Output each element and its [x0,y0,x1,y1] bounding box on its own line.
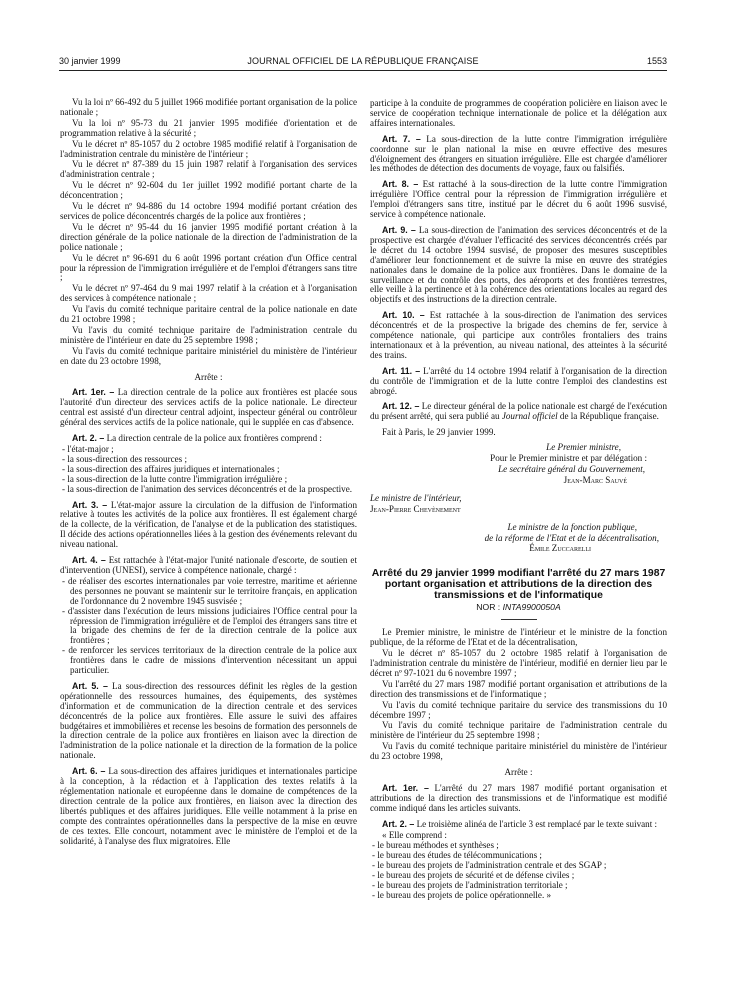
intro: Le Premier ministre, le ministre de l'intérieur et le ministre de la fonction publique, de la réforme de l'Etat et de la décentralisation, [370,627,667,648]
list-item: - la sous-direction des ressources ; [60,455,357,465]
visa-item: Vu l'arrêté du 27 mars 1987 modifié portant organisation et attributions de la direction des transmissions et de l'informatique ; [370,678,667,699]
article-4-list [60,577,357,676]
article-4 [60,556,357,576]
list-item: - le bureau des projets de l'administration territoriale ; [370,881,667,891]
fait-line: Fait à Paris, le 29 janvier 1999. [382,427,496,438]
article-9 [370,226,667,305]
article-6-continued: participe à la conduite de programmes de coopération policière en liaison avec le service de coopération technique internationale de police et la délégation aux affaires internationales. [370,98,667,128]
signature-role: Le ministre de la fonction publique, [507,521,637,532]
signature-role: de la réforme de l'Etat et de la décentralisation, [484,532,659,543]
left-column [60,98,357,847]
article-8 [370,180,667,220]
b-article-1 [370,784,667,814]
list-item: - la sous-direction de l'animation des services déconcentrés et de la prospective. [60,485,357,495]
article-label: Art. 6. – [72,766,106,777]
article-label: Art. 2. – [382,818,415,829]
article-label: Art. 9. – [382,224,416,235]
list-item: - d'assister dans l'exécution de leurs missions judiciaires l'Office central pour la répression de l'immigration irrégulière et de l'emploi des étrangers sans titre et la brigade des chemins de fer de la direction centrale de la police aux frontières ; [60,607,357,647]
visa-item: Vu l'avis du comité technique paritaire de l'administration centrale du ministère de l'intérieur en date du 25 septembre 1998 ; [60,324,357,345]
visa-item: Vu le décret nº 85-1057 du 2 octobre 1985 relatif à l'organisation de l'administration centrale du ministère de l'intérieur, modifié en dernier lieu par le décret nº 97-1021 du 6 novembre 1997 ; [370,648,667,678]
visa-item: Vu la loi nº 66-492 du 5 juillet 1966 modifiée portant organisation de la police nationale ; [60,97,357,117]
article-2 [60,434,357,444]
visa-item: Vu le décret nº 87-389 du 15 juin 1987 relatif à l'organisation des services d'administration centrale ; [60,159,357,180]
nor-reference: NOR : INTA9900050A [476,602,561,613]
nor-value: INTA9900050A [502,602,561,613]
article-label: Art. 1er. – [72,387,115,398]
article-label: Art. 7. – [382,133,421,144]
article-text: La sous-direction des affaires juridiques et internationales participe à la conception, à la rédaction et à l'application des textes relatifs à la réglementation nationale et européenne dans le domaine de compétences de la direction centrale de la police aux frontières, en liaison avec la direction des libertés publiques et des affaires juridiques. Elle veille notamment à la prise en compte des contraintes opérationnelles dans la perspective de la mise en œuvre de ces textes. Elle concourt, notamment avec le ministère de l'emploi et de la solidarité, à l'analyse des flux migratoires. Elle [60,766,357,846]
article-text: La sous-direction de l'animation des services déconcentrés et de la prospective est chargée d'évaluer l'efficacité des services déconcentrés créés par le décret du 14 octobre 1994 susvisé, de proposer des mesures susceptibles d'améliorer leur fonctionnement et de suivre la mise en œuvre des stratégies nationales dans le domaine de la police aux frontières. Dans le domaine de la surveillance et du contrôle des ports, des aéroports et des frontières terrestres, elle veille à la pertinence et à la cohérence des orientations locales au regard des objectifs et des instructions de la direction centrale. [370,224,667,305]
arrete-heading: Arrête : [194,371,223,382]
article-label: Art. 11. – [382,365,421,376]
arrete-heading-2: Arrête : [504,767,533,778]
article-6 [60,767,357,846]
article-label: Art. 12. – [382,401,420,412]
article-label: Art. 10. – [382,310,425,321]
signature-role: Le secrétaire général du Gouvernement, [498,464,645,474]
article-12 [370,402,667,422]
article-label: Art. 2. – [72,433,105,444]
header-date: 30 janvier 1999 [59,56,121,66]
article-text: Le troisième alinéa de l'article 3 est remplacé par le texte suivant : [416,818,658,829]
header-title: JOURNAL OFFICIEL DE LA RÉPUBLIQUE FRANÇAISE [247,56,479,66]
signature-name: Jean-Pierre Chevènement [370,503,461,514]
article-text: La direction centrale de la police aux frontières comprend : [106,433,322,444]
article-text: La direction centrale de la police aux frontières est placée sous l'autorité d'un directeur des services actifs de la police nationale. Le directeur central est assisté d'un directeur central adjoint, inspecteur général ou contrôleur général des services actifs de la police nationale, qui le supplée en cas d'absence. [60,387,357,428]
right-column [370,99,667,902]
signature-title: Le Premier ministre, [546,442,621,453]
list-item: - la sous-direction de la lutte contre l'immigration irrégulière ; [60,475,357,485]
article-3 [60,501,357,551]
signature-block-1 [370,443,667,486]
visa-item: Vu le décret nº 92-604 du 1er juillet 1992 modifié portant charte de la déconcentration ; [60,180,357,201]
visa-item: Vu la loi nº 95-73 du 21 janvier 1995 modifiée d'orientation et de programmation relative à la sécurité ; [60,117,357,138]
article-text: L'état-major assure la circulation de la diffusion de l'information relative à toutes les activités de la police aux frontières. Il est également chargé de la collecte, de la vérification, de l'analyse et de la publication des statistiques. Il décide des actions opérationnelles liées à la gestion des événements relevant du niveau national. [60,499,357,550]
list-item: - la sous-direction des affaires juridiques et internationales ; [60,465,357,475]
signature-block-3 [370,523,667,555]
article-text: La sous-direction de la lutte contre l'immigration irrégulière coordonne sur le plan national la mise en œuvre effective des mesures d'éloignement des étrangers en situation irrégulière. Elle est chargée d'améliorer les méthodes de détection des documents de voyage, faux ou falsifiés. [370,133,667,174]
article-7 [370,135,667,175]
visa-item: Vu l'avis du comité technique paritaire de l'administration centrale du ministère de l'intérieur du 25 septembre 1998 ; [370,720,667,741]
article-11 [370,367,667,397]
visa-item: Vu le décret nº 96-691 du 6 août 1996 portant création d'un Office central pour la répression de l'immigration irrégulière et de l'emploi d'étrangers sans titre ; [60,252,357,283]
article-text: de la République française. [557,411,659,422]
divider [501,619,537,620]
visa-list-2 [370,649,667,762]
list-item: - de renforcer les services territoriaux de la direction centrale de la police aux frontières dans le cadre de missions d'intervention nécessitant un appui particulier. [60,646,357,676]
list-item: - le bureau des études de télécommunications ; [370,851,667,861]
signature-role: Le ministre de l'intérieur, [370,492,462,503]
article-text: Est rattachée à l'état-major l'unité nationale d'escorte, de soutien et d'intervention (UNESI), service à compétence nationale, chargé : [60,555,357,575]
list-item: - le bureau des projets de police opérationnelle. » [370,891,667,901]
signature-name: Émile Zuccarelli [529,543,591,554]
article-label: Art. 5. – [72,680,108,691]
article-label: Art. 4. – [72,555,106,566]
article-label: Art. 3. – [72,499,108,510]
signature-delegation: Pour le Premier ministre et par délégation : [490,453,647,464]
article-label: Art. 1er. – [382,782,429,793]
article-text: L'arrêté du 14 octobre 1994 relatif à l'organisation de la direction du contrôle de l'immigration et de la lutte contre l'emploi des clandestins est abrogé. [370,365,667,396]
article-text: L'arrêté du 27 mars 1987 modifié portant organisation et attributions de la direction des transmissions et de l'informatique est modifié comme indiqué dans les articles suivants. [370,782,667,813]
visa-item: Vu l'avis du comité technique paritaire du service des transmissions du 10 décembre 1997 ; [370,699,667,720]
header-rule [59,70,667,71]
header-page-number: 1553 [646,56,667,66]
article-label: Art. 8. – [382,179,419,190]
article-text: La sous-direction des ressources définit les règles de la gestion opérationnelle des ressources humaines, des équipements, des systèmes d'information et de communication de la direction centrale et des services déconcentrés de la police aux frontières. Elle assure le suivi des affaires budgétaires et immobilières et recense les besoins de formation des personnels de la direction centrale de la police aux frontières en liaison avec la direction de l'administration de la police nationale et la direction de la formation de la police nationale. [60,680,357,761]
quote-open: « Elle comprend : [382,829,447,840]
signature-name: Jean-Marc Sauvé [563,474,627,485]
article-text: Est rattachée à la sous-direction de l'animation des services déconcentrés et de la prospective la brigade des chemins de fer, service à compétence nationale, qui participe aux contrôles frontaliers des trains internationaux et à la prévention, au niveau national, des atteintes à la sécurité des trains. [370,310,667,360]
visa-item: Vu le décret nº 95-44 du 16 janvier 1995 modifié portant création à la direction générale de la police nationale de la direction de l'administration de la police nationale ; [60,221,357,252]
visa-list [60,98,357,367]
b-article-2-list [370,841,667,900]
visa-item: Vu le décret nº 97-464 du 9 mai 1997 relatif à la création et à l'organisation des services à compétence nationale ; [60,283,357,304]
list-item: - l'état-major ; [60,445,357,455]
article-5 [60,682,357,761]
signature-block-2 [370,494,667,515]
article-1 [60,388,357,428]
visa-item: Vu le décret nº 85-1057 du 2 octobre 1985 modifié relatif à l'organisation de l'administration centrale du ministère de l'intérieur ; [60,138,357,159]
page-header [59,56,667,70]
list-item: - de réaliser des escortes internationales par voie terrestre, maritime et aérienne des personnes ne pouvant se maintenir sur le territoire français, en application de l'ordonnance du 2 novembre 1945 susvisée ; [60,577,357,607]
visa-item: Vu l'avis du comité technique paritaire ministériel du ministère de l'intérieur du 23 octobre 1998, [370,741,667,762]
article-2-list [60,445,357,495]
article-10 [370,311,667,361]
b-article-2 [370,820,667,830]
visa-item: Vu le décret nº 94-886 du 14 octobre 1994 modifié portant création des services de police déconcentrés chargés de la police aux frontières ; [60,201,357,221]
visa-item: Vu l'avis du comité technique paritaire ministériel du ministère de l'intérieur en date du 23 octobre 1998, [60,345,357,366]
list-item: - le bureau méthodes et synthèses ; [370,841,667,851]
article-text: Est rattaché à la sous-direction de la lutte contre l'immigration irrégulière l'Office central pour la répression de l'immigration irrégulière et l'emploi d'étrangers sans titre, institué par le décret du 6 août 1996 susvisé, service à compétence nationale. [370,179,667,220]
visa-item: Vu l'avis du comité technique paritaire central de la police nationale en date du 21 octobre 1998 ; [60,304,357,325]
arrete-2-title: Arrêté du 29 janvier 1999 modifiant l'arrêté du 27 mars 1987 portant organisation et attributions de la direction des transmissions et de l'informatique [371,568,666,602]
article-text: Le directeur général de la police nationale est chargé de l'exécution du présent arrêté, qui sera publié au [370,401,667,422]
list-item: - le bureau des projets de l'administration centrale et des SGAP ; [370,861,667,871]
list-item: - le bureau des projets de sécurité et de défense civiles ; [370,871,667,881]
journal-officiel-ref: Journal officiel [501,411,558,422]
